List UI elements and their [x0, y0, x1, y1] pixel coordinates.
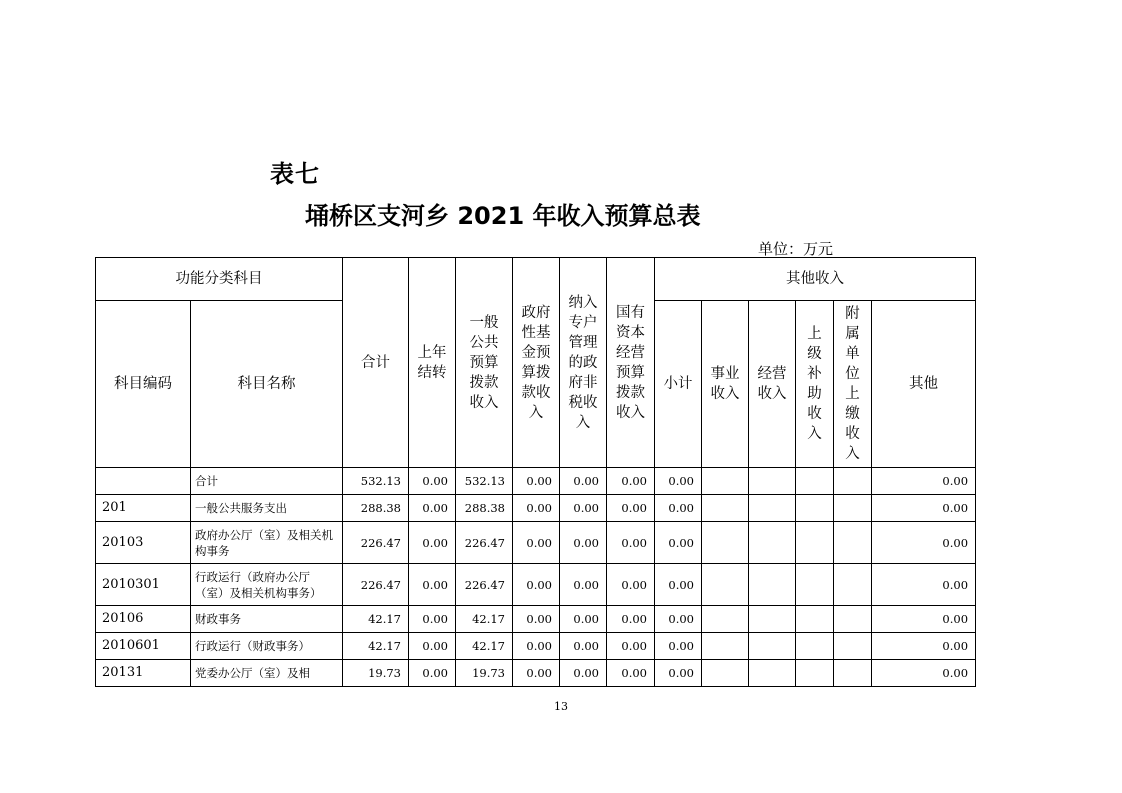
row-subsidy	[796, 606, 834, 633]
row-gov-fund: 0.00	[513, 606, 560, 633]
row-name: 政府办公厅（室）及相关机构事务	[191, 522, 343, 564]
table-row	[96, 606, 976, 633]
row-other: 0.00	[872, 564, 976, 606]
row-affiliated	[834, 660, 872, 687]
row-affiliated	[834, 468, 872, 495]
table-row	[96, 633, 976, 660]
row-gov-fund: 0.00	[513, 633, 560, 660]
row-subsidy	[796, 660, 834, 687]
row-total: 42.17	[343, 606, 409, 633]
row-business	[702, 495, 749, 522]
row-affiliated	[834, 633, 872, 660]
special-nontax-header: 纳入 专户 管理 的政 府非 税收 入	[560, 258, 607, 468]
row-affiliated	[834, 522, 872, 564]
row-total: 226.47	[343, 564, 409, 606]
row-nontax: 0.00	[560, 633, 607, 660]
total-header: 合计	[343, 258, 409, 468]
other-income-header: 其他收入	[655, 258, 976, 301]
other-header: 其他	[872, 301, 976, 468]
row-operating	[749, 522, 796, 564]
row-business	[702, 468, 749, 495]
row-subtotal: 0.00	[655, 522, 702, 564]
table-number: 表七	[270, 160, 320, 188]
row-affiliated	[834, 606, 872, 633]
row-business	[702, 606, 749, 633]
row-nontax: 0.00	[560, 495, 607, 522]
row-operating	[749, 564, 796, 606]
row-affiliated	[834, 495, 872, 522]
subsidy-income-header: 上 级 补 助 收 入	[796, 301, 834, 468]
row-total: 226.47	[343, 522, 409, 564]
row-state-capital: 0.00	[607, 522, 655, 564]
row-carryover: 0.00	[409, 522, 456, 564]
row-affiliated	[834, 564, 872, 606]
row-nontax: 0.00	[560, 660, 607, 687]
row-general: 42.17	[456, 606, 513, 633]
row-nontax: 0.00	[560, 606, 607, 633]
row-name: 一般公共服务支出	[191, 495, 343, 522]
page-number: 13	[554, 700, 568, 713]
row-subsidy	[796, 468, 834, 495]
row-general: 19.73	[456, 660, 513, 687]
row-operating	[749, 468, 796, 495]
row-carryover: 0.00	[409, 564, 456, 606]
row-gov-fund: 0.00	[513, 522, 560, 564]
row-code: 2010301	[96, 564, 191, 606]
table-row	[96, 495, 976, 522]
general-budget-header: 一般 公共 预算 拨款 收入	[456, 258, 513, 468]
code-header: 科目编码	[96, 301, 191, 468]
table-row	[96, 660, 976, 687]
row-state-capital: 0.00	[607, 495, 655, 522]
affiliated-income-header: 附 属 单 位 上 缴 收 入	[834, 301, 872, 468]
row-name: 财政事务	[191, 606, 343, 633]
row-operating	[749, 495, 796, 522]
row-gov-fund: 0.00	[513, 495, 560, 522]
row-code: 201	[96, 495, 191, 522]
carryover-header: 上年 结转	[409, 258, 456, 468]
row-code: 20106	[96, 606, 191, 633]
row-carryover: 0.00	[409, 633, 456, 660]
row-state-capital: 0.00	[607, 468, 655, 495]
row-general: 42.17	[456, 633, 513, 660]
row-total: 532.13	[343, 468, 409, 495]
row-name: 行政运行（财政事务）	[191, 633, 343, 660]
row-name: 党委办公厅（室）及相	[191, 660, 343, 687]
row-subtotal: 0.00	[655, 606, 702, 633]
row-code: 20103	[96, 522, 191, 564]
row-gov-fund: 0.00	[513, 564, 560, 606]
row-subtotal: 0.00	[655, 660, 702, 687]
row-carryover: 0.00	[409, 495, 456, 522]
row-nontax: 0.00	[560, 564, 607, 606]
row-carryover: 0.00	[409, 468, 456, 495]
row-name: 行政运行（政府办公厅（室）及相关机构事务）	[191, 564, 343, 606]
row-operating	[749, 633, 796, 660]
row-name: 合计	[191, 468, 343, 495]
row-subtotal: 0.00	[655, 495, 702, 522]
row-other: 0.00	[872, 468, 976, 495]
row-business	[702, 522, 749, 564]
row-state-capital: 0.00	[607, 660, 655, 687]
row-state-capital: 0.00	[607, 564, 655, 606]
row-general: 226.47	[456, 522, 513, 564]
row-carryover: 0.00	[409, 606, 456, 633]
table-row	[96, 468, 976, 495]
row-other: 0.00	[872, 606, 976, 633]
row-code	[96, 468, 191, 495]
row-other: 0.00	[872, 522, 976, 564]
subtotal-header: 小计	[655, 301, 702, 468]
business-income-header: 事业 收入	[702, 301, 749, 468]
row-nontax: 0.00	[560, 468, 607, 495]
row-general: 532.13	[456, 468, 513, 495]
row-gov-fund: 0.00	[513, 468, 560, 495]
row-total: 19.73	[343, 660, 409, 687]
income-budget-table	[95, 257, 976, 687]
row-code: 20131	[96, 660, 191, 687]
row-subtotal: 0.00	[655, 633, 702, 660]
row-subsidy	[796, 633, 834, 660]
row-operating	[749, 660, 796, 687]
row-nontax: 0.00	[560, 522, 607, 564]
row-general: 226.47	[456, 564, 513, 606]
row-other: 0.00	[872, 660, 976, 687]
state-capital-header: 国有 资本 经营 预算 拨款 收入	[607, 258, 655, 468]
row-subsidy	[796, 522, 834, 564]
table-row	[96, 522, 976, 564]
row-gov-fund: 0.00	[513, 660, 560, 687]
operating-income-header: 经营 收入	[749, 301, 796, 468]
row-operating	[749, 606, 796, 633]
row-state-capital: 0.00	[607, 633, 655, 660]
row-business	[702, 633, 749, 660]
gov-fund-header: 政府 性基 金预 算拨 款收 入	[513, 258, 560, 468]
row-total: 288.38	[343, 495, 409, 522]
row-state-capital: 0.00	[607, 606, 655, 633]
unit-label: 单位：万元	[758, 240, 834, 258]
row-subsidy	[796, 564, 834, 606]
row-code: 2010601	[96, 633, 191, 660]
document-title: 埇桥区支河乡 2021 年收入预算总表	[305, 202, 701, 230]
row-carryover: 0.00	[409, 660, 456, 687]
row-subtotal: 0.00	[655, 564, 702, 606]
functional-category-header: 功能分类科目	[96, 258, 343, 301]
row-other: 0.00	[872, 495, 976, 522]
row-business	[702, 564, 749, 606]
row-general: 288.38	[456, 495, 513, 522]
name-header: 科目名称	[191, 301, 343, 468]
row-subtotal: 0.00	[655, 468, 702, 495]
row-total: 42.17	[343, 633, 409, 660]
row-business	[702, 660, 749, 687]
table-row	[96, 564, 976, 606]
row-other: 0.00	[872, 633, 976, 660]
row-subsidy	[796, 495, 834, 522]
